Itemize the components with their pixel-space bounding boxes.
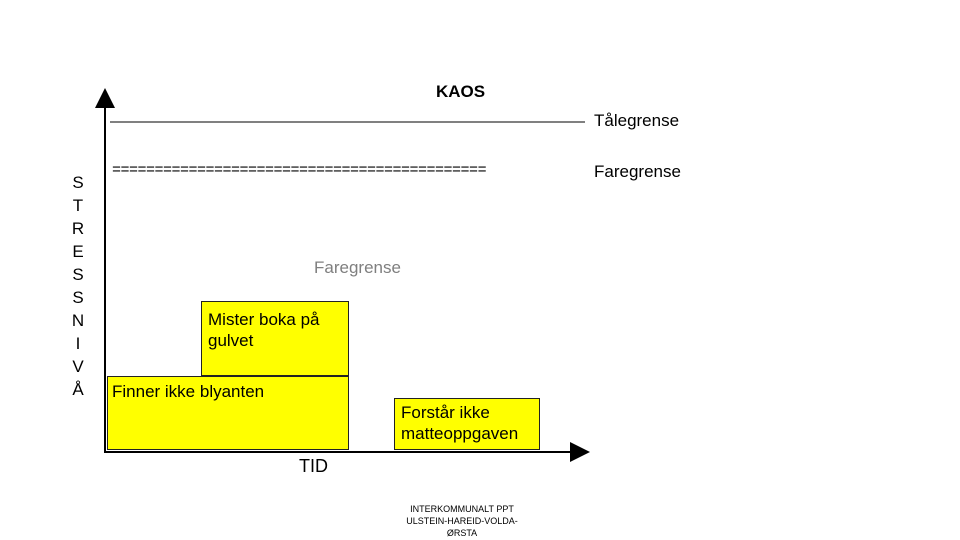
y-axis-letter: N — [71, 311, 85, 330]
y-axis-letter: Å — [72, 380, 84, 399]
footer-line: INTERKOMMUNALT PPT — [410, 504, 514, 514]
pencil-missing-box: Finner ikke blyanten — [107, 376, 349, 450]
y-axis-label — [68, 171, 88, 401]
y-axis-letter: S — [72, 265, 84, 284]
math-task-box: Forstår ikke matteoppgaven — [394, 398, 540, 450]
y-axis-letter: S — [72, 288, 84, 307]
tolerance-limit-label: Tålegrense — [594, 111, 680, 130]
y-axis-letter: I — [75, 334, 81, 353]
footer-line: ULSTEIN-HAREID-VOLDA- — [406, 516, 518, 526]
danger-limit-line: ============================================ — [112, 162, 487, 179]
footer-credit — [392, 503, 532, 539]
footer-line: ØRSTA — [446, 528, 478, 538]
danger-limit-faint-label: Faregrense — [314, 258, 401, 277]
chaos-label: KAOS — [436, 82, 486, 101]
danger-limit-label: Faregrense — [594, 162, 681, 181]
y-axis-letter: S — [72, 173, 84, 192]
y-axis-letter: R — [71, 219, 85, 238]
x-axis-label: TID — [299, 456, 328, 476]
book-on-floor-box: Mister boka på gulvet — [201, 301, 349, 376]
y-axis-letter: V — [72, 357, 84, 376]
y-axis-letter: T — [72, 196, 84, 215]
y-axis-letter: E — [72, 242, 84, 261]
